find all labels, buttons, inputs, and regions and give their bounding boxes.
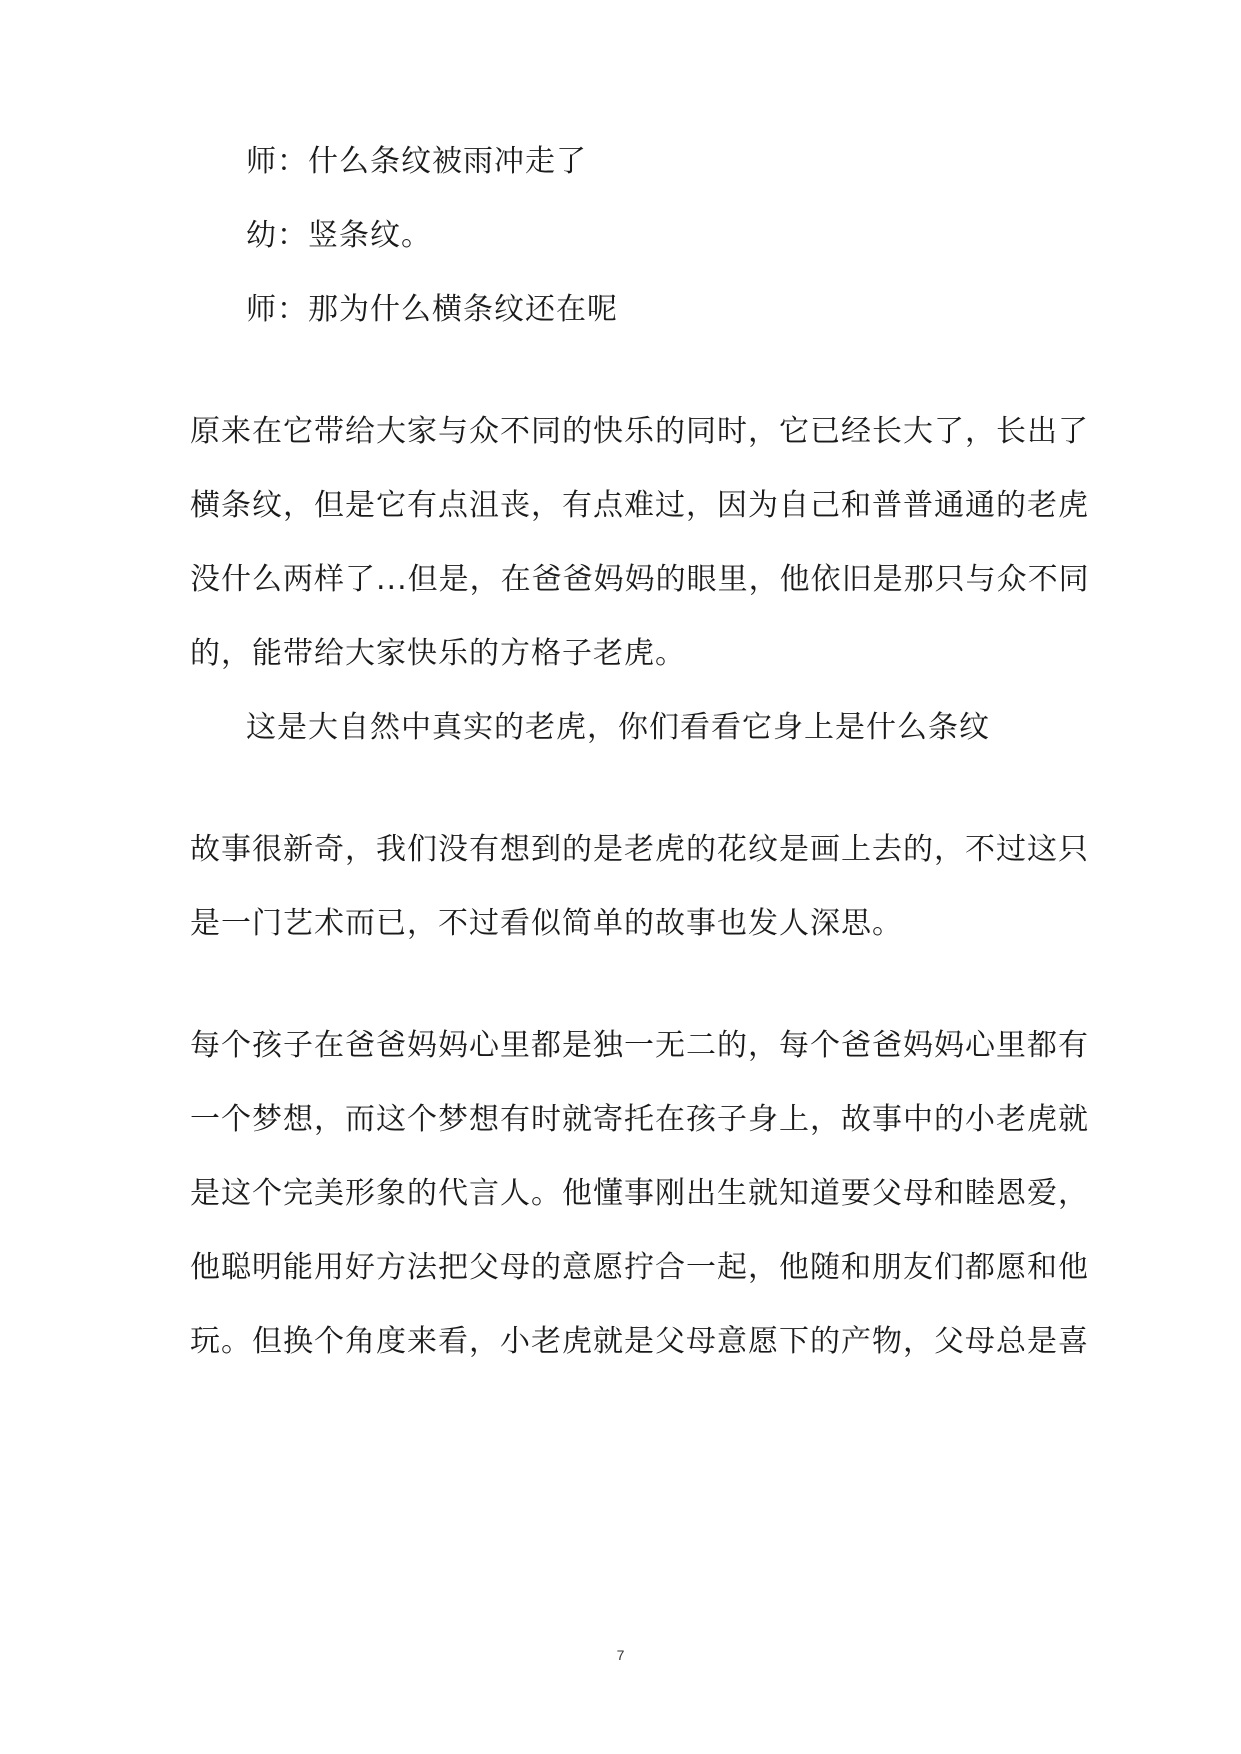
paragraph-line: 玩。但换个角度来看，小老虎就是父母意愿下的产物，父母总是喜 — [190, 1324, 1089, 1359]
paragraph-line: 是一门艺术而已，不过看似简单的故事也发人深思。 — [190, 906, 903, 941]
page-number: 7 — [616, 1647, 625, 1663]
dialogue-line: 幼：竖条纹。 — [246, 218, 432, 253]
paragraph-line: 故事很新奇，我们没有想到的是老虎的花纹是画上去的，不过这只 — [190, 832, 1089, 867]
question-line: 这是大自然中真实的老虎，你们看看它身上是什么条纹 — [246, 710, 990, 745]
paragraph-line: 的，能带给大家快乐的方格子老虎。 — [190, 636, 686, 671]
paragraph-line: 一个梦想，而这个梦想有时就寄托在孩子身上，故事中的小老虎就 — [190, 1102, 1089, 1137]
paragraph-line: 他聪明能用好方法把父母的意愿拧合一起，他随和朋友们都愿和他 — [190, 1250, 1089, 1285]
paragraph-line: 是这个完美形象的代言人。他懂事刚出生就知道要父母和睦恩爱， — [190, 1176, 1089, 1211]
paragraph-line: 没什么两样了...但是，在爸爸妈妈的眼里，他依旧是那只与众不同 — [190, 562, 1090, 597]
paragraph-line: 横条纹，但是它有点沮丧，有点难过，因为自己和普普通通的老虎 — [190, 488, 1089, 523]
paragraph-line: 每个孩子在爸爸妈妈心里都是独一无二的，每个爸爸妈妈心里都有 — [190, 1028, 1089, 1063]
dialogue-line: 师：什么条纹被雨冲走了 — [246, 144, 587, 179]
paragraph-line: 原来在它带给大家与众不同的快乐的同时，它已经长大了，长出了 — [190, 414, 1089, 449]
dialogue-line: 师：那为什么横条纹还在呢 — [246, 292, 618, 327]
